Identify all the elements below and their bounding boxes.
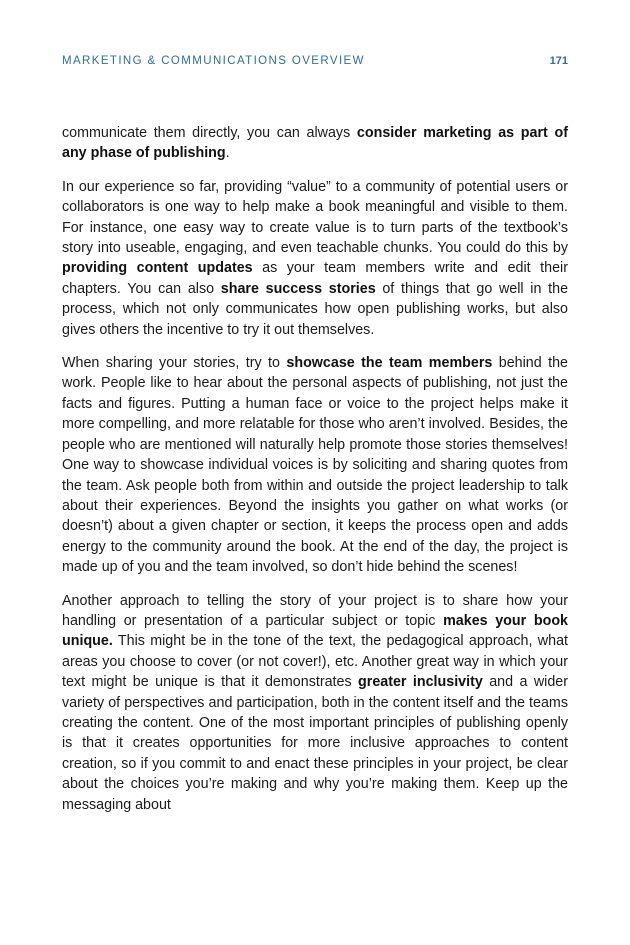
text-run: This might be in the tone of the text, the pedagogical approach, what areas you choose to cover (or not cover!), etc. Another great way in which your text might be unique is that it demonstrates (62, 633, 568, 691)
text-run: and a wider variety of perspectives and participation, both in the content itself and the teams creating the content. One of the most important principles of publishing openly is that it creates opportunities for more inclusive approaches to content creation, so if you commit to and enact these principles in your project, be clear about the choices you’re making and why you’re making them. Keep up the messaging about (62, 674, 569, 813)
body-paragraph (62, 123, 568, 164)
running-header (62, 55, 568, 67)
bold-phrase: share success stories (220, 280, 376, 297)
body-paragraph (62, 177, 568, 340)
text-run: behind the work. People like to hear about the personal aspects of publishing, not just the facts and figures. Putting a human face or voice to the project helps make it more compelling, and more relatable for those who aren’t involved. Besides, the people who are mentioned will naturally help promote those stories themselves! One way to showcase individual voices is by soliciting and sharing quotes from the team. Ask people both from within and outside the project leadership to talk about their experiences. Beyond the insights you gather on what works (or doesn’t) about a given chapter or section, it keeps the process open and adds energy to the community around the book. At the end of the day, the project is made up of you and the team involved, so don’t hide behind the scenes! (62, 355, 568, 576)
text-run: Another approach to telling the story of your project is to share how your handling or presentation of a particular subject or topic (62, 592, 568, 629)
text-run: as your team members write and edit their chapters. You can also (62, 260, 568, 297)
bold-phrase: providing content updates (62, 260, 253, 277)
text-run: . (225, 145, 230, 162)
text-run: In our experience so far, providing “value” to a community of potential users or collaborators is one way to help make a book meaningful and visible to them. For instance, one easy way to create value is to turn parts of the textbook’s story into useable, engaging, and even teachable chunks. You could do this by (62, 178, 568, 257)
body-paragraph (62, 353, 568, 577)
bold-phrase: consider marketing as part of any phase of publishing (62, 125, 568, 162)
section-title: MARKETING & COMMUNICATIONS OVERVIEW (62, 55, 365, 67)
text-run: of things that go well in the process, which not only communicates how open publishing works, but also gives others the incentive to try it out themselves. (62, 280, 569, 338)
bold-phrase: greater inclusivity (358, 674, 483, 691)
bold-phrase: showcase the team members (286, 355, 493, 372)
page-body (62, 123, 568, 828)
page-number: 171 (549, 55, 568, 67)
body-paragraph (62, 591, 568, 815)
text-run: When sharing your stories, try to (62, 355, 287, 372)
bold-phrase: makes your book unique. (62, 612, 568, 650)
text-run: communicate them directly, you can always (62, 125, 357, 141)
